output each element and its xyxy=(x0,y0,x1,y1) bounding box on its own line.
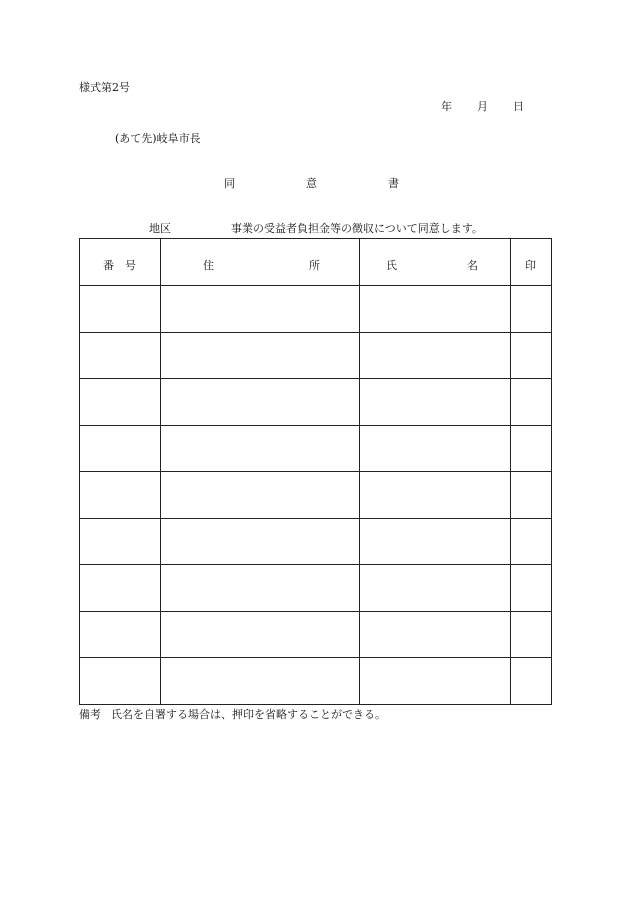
addressee: (あて先)岐阜市長 xyxy=(115,132,201,145)
date-year-label: 年 xyxy=(441,100,452,113)
title-char-2: 意 xyxy=(306,177,317,190)
cell-seal[interactable] xyxy=(511,658,552,705)
cell-number[interactable] xyxy=(80,425,161,472)
cell-address[interactable] xyxy=(161,332,360,379)
table-row xyxy=(80,518,552,565)
table-body xyxy=(80,286,552,705)
header-address-char-1: 住 xyxy=(203,259,214,272)
cell-address[interactable] xyxy=(161,658,360,705)
cell-name[interactable] xyxy=(360,286,511,333)
district-label: 地区 xyxy=(149,222,171,235)
cell-number[interactable] xyxy=(80,565,161,612)
signature-table xyxy=(79,238,552,705)
cell-name[interactable] xyxy=(360,611,511,658)
cell-seal[interactable] xyxy=(511,286,552,333)
cell-name[interactable] xyxy=(360,472,511,519)
header-seal xyxy=(511,239,552,286)
cell-address[interactable] xyxy=(161,425,360,472)
footnote-label: 備考 xyxy=(79,708,101,721)
cell-seal[interactable] xyxy=(511,425,552,472)
table-row xyxy=(80,658,552,705)
cell-seal[interactable] xyxy=(511,332,552,379)
table-row xyxy=(80,425,552,472)
header-number-char-2: 号 xyxy=(125,259,136,272)
table-header-row xyxy=(80,239,552,286)
header-number xyxy=(80,239,161,286)
table-row xyxy=(80,332,552,379)
cell-seal[interactable] xyxy=(511,518,552,565)
cell-number[interactable] xyxy=(80,611,161,658)
statement-text: 事業の受益者負担金等の徴収について同意します。 xyxy=(231,222,483,235)
cell-seal[interactable] xyxy=(511,379,552,426)
date-month-label: 月 xyxy=(477,100,488,113)
cell-number[interactable] xyxy=(80,286,161,333)
header-name-char-2: 名 xyxy=(467,259,478,272)
cell-number[interactable] xyxy=(80,332,161,379)
header-address-char-2: 所 xyxy=(309,259,320,272)
cell-address[interactable] xyxy=(161,379,360,426)
cell-address[interactable] xyxy=(161,472,360,519)
table-row xyxy=(80,611,552,658)
cell-name[interactable] xyxy=(360,332,511,379)
cell-name[interactable] xyxy=(360,658,511,705)
cell-number[interactable] xyxy=(80,658,161,705)
title-char-3: 書 xyxy=(388,177,399,190)
cell-number[interactable] xyxy=(80,379,161,426)
cell-name[interactable] xyxy=(360,379,511,426)
table-row xyxy=(80,286,552,333)
table-row xyxy=(80,565,552,612)
cell-number[interactable] xyxy=(80,472,161,519)
table-row xyxy=(80,472,552,519)
footnote xyxy=(79,709,386,720)
title-char-1: 同 xyxy=(224,177,235,190)
date-day-label: 日 xyxy=(513,100,524,113)
cell-address[interactable] xyxy=(161,286,360,333)
form-number: 様式第2号 xyxy=(79,81,130,94)
cell-name[interactable] xyxy=(360,565,511,612)
cell-address[interactable] xyxy=(161,518,360,565)
header-name-char-1: 氏 xyxy=(386,259,397,272)
header-address xyxy=(161,239,360,286)
cell-address[interactable] xyxy=(161,565,360,612)
header-seal-char: 印 xyxy=(525,259,536,272)
cell-seal[interactable] xyxy=(511,611,552,658)
cell-number[interactable] xyxy=(80,518,161,565)
table-row xyxy=(80,379,552,426)
cell-name[interactable] xyxy=(360,518,511,565)
cell-seal[interactable] xyxy=(511,472,552,519)
cell-name[interactable] xyxy=(360,425,511,472)
cell-address[interactable] xyxy=(161,611,360,658)
header-number-char-1: 番 xyxy=(103,259,114,272)
header-name xyxy=(360,239,511,286)
footnote-text: 氏名を自署する場合は、押印を省略することができる。 xyxy=(111,708,386,721)
cell-seal[interactable] xyxy=(511,565,552,612)
